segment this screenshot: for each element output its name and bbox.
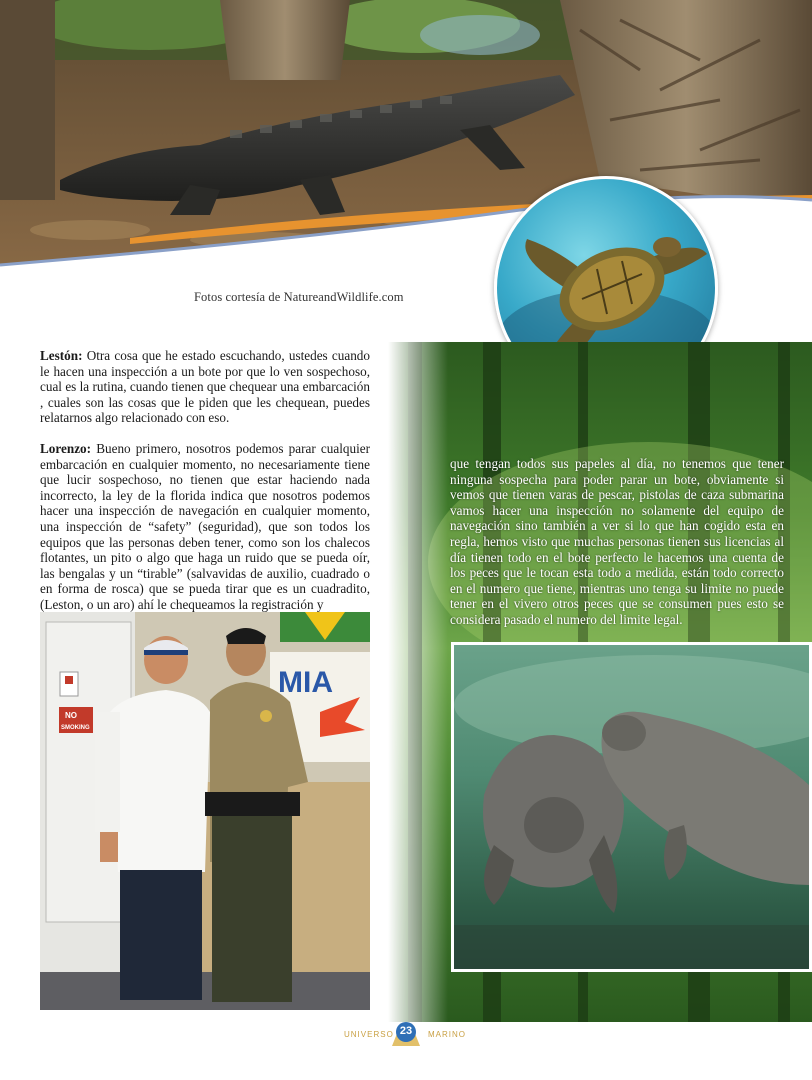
- answer-paragraph: [40, 441, 370, 613]
- page-footer: [0, 1018, 812, 1058]
- no-smoking-line1: NO: [65, 711, 77, 720]
- interview-text-left: [40, 348, 370, 628]
- page-number: 23: [399, 1025, 413, 1037]
- mia-sign-text: MIA: [278, 666, 333, 699]
- manatee-photo: [451, 642, 812, 972]
- question-text: Otra cosa que he estado escuchando, ustedes cuando le hacen una inspección a un bote por que lo ven sospechoso, cual es la rutina, cuando tienen que chequear una embarcación , cuales son las cosas que le piden que les chequean, puedes relatarnos algo relacionado con eso.: [40, 348, 370, 426]
- no-smoking-line2: SMOKING: [61, 725, 90, 731]
- speaker-leston: Lestón:: [40, 348, 83, 363]
- answer-continued-text: que tengan todos sus papeles al día, no tenemos que tener ninguna sospecha para poder parar un bote, obviamente si vemos que tienen varas de pescar, pistolas de caza submarina vamos hacer una inspección no solamente del equipo de navegación sino también a ver si lo que han cogido esta en regla, hemos visto que muchas personas tienen sus licencias al día tienen todo en el bote perfecto le hacemos una cuenta de los peces que le tocan esta todo a medida, están todo correcto en el numero que tiene, mientras uno tenga su limite no puede tener en el vivero otros peces que se consumen pues esto se considera pasado el numero del limite legal.: [450, 456, 784, 627]
- page-number-badge: [390, 1018, 422, 1048]
- interview-text-right: [450, 456, 784, 628]
- question-paragraph: [40, 348, 370, 426]
- footer-universo: UNIVERSO: [344, 1030, 394, 1039]
- footer-marino: MARINO: [428, 1030, 466, 1039]
- forest-fade-overlay: [388, 342, 448, 1022]
- officers-photo: [40, 612, 370, 1010]
- answer-text: Bueno primero, nosotros podemos parar cualquier embarcación en cualquier momento, no necesariamente tiene que lucir sospechoso, no tienen que estar haciendo nada incorrecto, la ley de la florida indica que nosotros podemos hacer una inspección de navegación en cualquier momento, una inspección de “safety” (seguridad), que son todos los equipos que las personas deben tener, como son los chalecos flotantes, un pito o algo que haga un ruido que se pueda oír, las bengalas y un “tirable” (salvavidas de auxilio, cuadrado o en forma de rosca) que se pueda tirar que es un cuadradito, (Leston, o un aro) ahí le chequeamos la registración y: [40, 440, 370, 612]
- photo-credit-caption: Fotos cortesía de NatureandWildlife.com: [194, 290, 404, 304]
- speaker-lorenzo: Lorenzo:: [40, 440, 92, 456]
